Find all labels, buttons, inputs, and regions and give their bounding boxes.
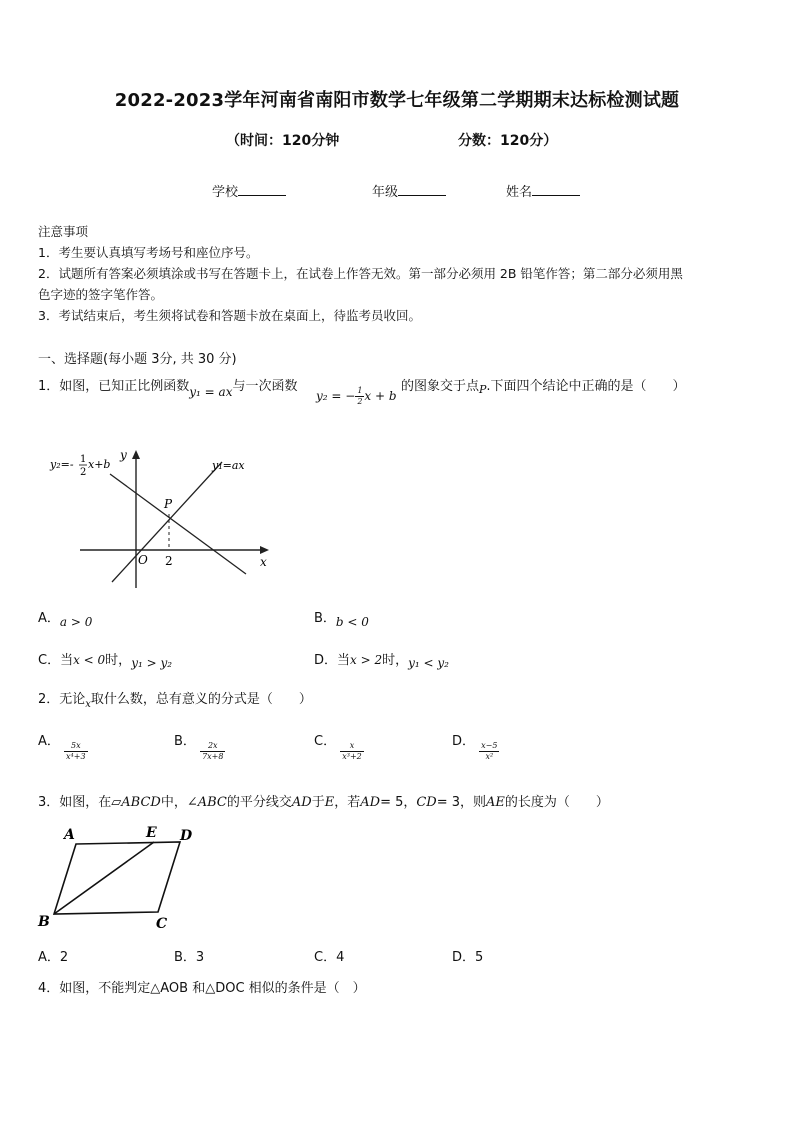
school-blank: [238, 183, 286, 196]
option-label: C．当: [38, 653, 74, 668]
option-label: B．: [174, 734, 196, 749]
notes-item: 3．考试结束后，考生须将试卷和答题卡放在桌面上，待监考员收回。: [38, 308, 421, 323]
page-title: 2022-2023学年河南省南阳市数学七年级第二学期期末达标检测试题: [114, 90, 680, 111]
frac-num: x: [340, 741, 364, 752]
option-math: b < 0: [335, 615, 369, 629]
origin-label: O: [138, 553, 148, 567]
q3-parallelogram: ▱ABCD: [111, 795, 161, 810]
option-value: 3: [195, 950, 205, 965]
option-label: D．: [452, 734, 476, 749]
option-fraction: [200, 741, 225, 762]
q2-option-c[interactable]: [314, 730, 364, 761]
q3-option-d[interactable]: [452, 946, 483, 965]
q3-text: 中，: [160, 795, 187, 810]
q3-cd-val: = 3，则: [436, 795, 487, 810]
option-fraction: [340, 741, 364, 762]
grade-blank: [398, 183, 446, 196]
label-y1: y₁=ax: [212, 459, 245, 472]
option-label: A．: [38, 734, 60, 749]
q3-e: E: [324, 795, 335, 810]
q1-prefix: 1．如图，已知正比例函数: [38, 379, 190, 394]
option-label: B．: [314, 611, 336, 626]
option-cond: x > 2: [350, 653, 383, 667]
q3-ad-eq: AD: [360, 795, 381, 810]
q1-f2-tail: x + b: [364, 389, 397, 403]
q3-stem: [38, 791, 609, 810]
q3-text: 于: [311, 795, 325, 810]
option-label: C．: [314, 950, 337, 965]
option-math: y₁ < y₂: [408, 656, 449, 670]
score-label: 分数：120分）: [458, 133, 558, 149]
frac-den: x³+2: [342, 752, 362, 761]
q4-stem: 4．如图，不能判定△AOB 和△DOC 相似的条件是（ ）: [38, 981, 366, 996]
q2-stem: [38, 688, 312, 710]
option-value: 2: [59, 950, 69, 965]
q3-option-a[interactable]: [38, 946, 68, 965]
q1-suffix-b: .下面四个结论中正确的是（ ）: [486, 379, 686, 394]
label-y2: y₂=-: [50, 458, 74, 471]
q3-parallelogram-figure: [34, 820, 212, 934]
x-axis-label: x: [260, 555, 267, 569]
option-label: B．: [174, 950, 196, 965]
q3-angle: ∠ABC: [186, 795, 227, 810]
name-field: [506, 181, 580, 200]
parallelogram-shape: [54, 842, 180, 914]
time-label: （时间：120分钟: [226, 133, 340, 149]
frac-den: 7x+8: [202, 752, 224, 761]
vertex-b-label: B: [38, 914, 50, 930]
q1-formula-1: y₁ = ax: [189, 385, 233, 399]
notes-item: 色字迹的签字笔作答。: [38, 287, 164, 302]
school-field: [212, 181, 286, 200]
line-y2: [110, 474, 246, 574]
frac-num: 5x: [64, 741, 88, 752]
grade-field: [372, 181, 446, 200]
option-label: D．当: [314, 653, 351, 668]
option-math: a > 0: [59, 615, 93, 629]
vertex-d-label: D: [180, 828, 193, 844]
q3-ad-val: = 5，: [380, 795, 417, 810]
option-math: y₁ > y₂: [131, 656, 173, 670]
q1-point: P: [479, 383, 487, 396]
q3-option-b[interactable]: [174, 946, 204, 965]
y-axis-label: y: [120, 448, 127, 462]
q2-option-b[interactable]: [174, 730, 225, 761]
option-value: 4: [336, 950, 345, 965]
q3-text: 的长度为（ ）: [504, 795, 609, 810]
q1-stem-end: [401, 375, 686, 394]
q2-prefix: 2．无论: [38, 692, 86, 707]
frac-num: 2x: [200, 741, 225, 752]
q1-f2-head: y₂ = −: [316, 389, 356, 403]
q2-var: x: [85, 699, 91, 710]
q1-option-a[interactable]: [38, 607, 93, 629]
school-label: 学校: [212, 185, 239, 200]
label-y2-den: 2: [80, 467, 87, 478]
frac-den: 2: [357, 397, 363, 406]
x-axis-arrow: [260, 546, 269, 554]
vertex-c-label: C: [156, 916, 168, 932]
grade-label: 年级: [372, 185, 399, 200]
option-cond: x < 0: [73, 653, 106, 667]
q3-option-c[interactable]: [314, 946, 344, 965]
q3-text: 3．如图，在: [38, 795, 112, 810]
q2-option-a[interactable]: [38, 730, 88, 761]
vertex-e-label: E: [146, 825, 157, 841]
name-blank: [532, 183, 580, 196]
notes-heading: 注意事项: [38, 224, 89, 239]
notes-item: 2．试题所有答案必须填涂或书写在答题卡上，在试卷上作答无效。第一部分必须用 2B 铅笔作答；第二部分必须用黑: [38, 266, 683, 281]
section-heading: 一、选择题(每小题 3分, 共 30 分): [38, 352, 237, 367]
q2-option-d[interactable]: [452, 730, 499, 761]
option-label: D．: [452, 950, 476, 965]
notes-block: [38, 221, 683, 326]
q3-ae: AE: [486, 795, 505, 810]
option-label: C．: [314, 734, 337, 749]
option-fraction: [479, 741, 499, 762]
label-y2-tail: x+b: [88, 458, 111, 471]
tick-2-label: 2: [165, 554, 173, 568]
vertex-a-label: A: [64, 827, 75, 843]
q3-ad: AD: [291, 795, 312, 810]
option-mid: 时，: [105, 653, 132, 668]
q1-option-b[interactable]: [314, 607, 369, 629]
q1-mid: 与一次函数: [232, 379, 298, 394]
bisector-be: [54, 842, 154, 914]
label-y2-num: 1: [80, 454, 87, 465]
q1-stem: [38, 375, 298, 399]
frac-num: 1: [357, 386, 363, 395]
q1-formula-2: [316, 386, 397, 407]
q1-graph: [46, 444, 282, 592]
option-fraction: [64, 741, 88, 762]
y-axis-arrow: [132, 450, 140, 459]
q1-suffix-a: 的图象交于点: [401, 379, 480, 394]
q1-option-d[interactable]: [314, 649, 449, 668]
option-label: A．: [38, 611, 60, 626]
q2-suffix: 取什么数，总有意义的分式是（ ）: [90, 692, 312, 707]
q3-text: ，若: [334, 795, 361, 810]
option-label: A．: [38, 950, 60, 965]
notes-item: 1．考生要认真填写考场号和座位序号。: [38, 245, 259, 260]
q3-text: 的平分线交: [226, 795, 292, 810]
option-value: 5: [475, 950, 484, 965]
q3-cd-eq: CD: [416, 795, 437, 810]
frac-num: x−5: [481, 741, 498, 750]
q1-option-c[interactable]: [38, 649, 172, 668]
frac-den: x²: [485, 752, 494, 761]
frac-den: x⁴+3: [66, 752, 86, 761]
name-label: 姓名: [506, 185, 533, 200]
point-p-label: P: [164, 497, 173, 511]
option-mid: 时，: [382, 653, 409, 668]
